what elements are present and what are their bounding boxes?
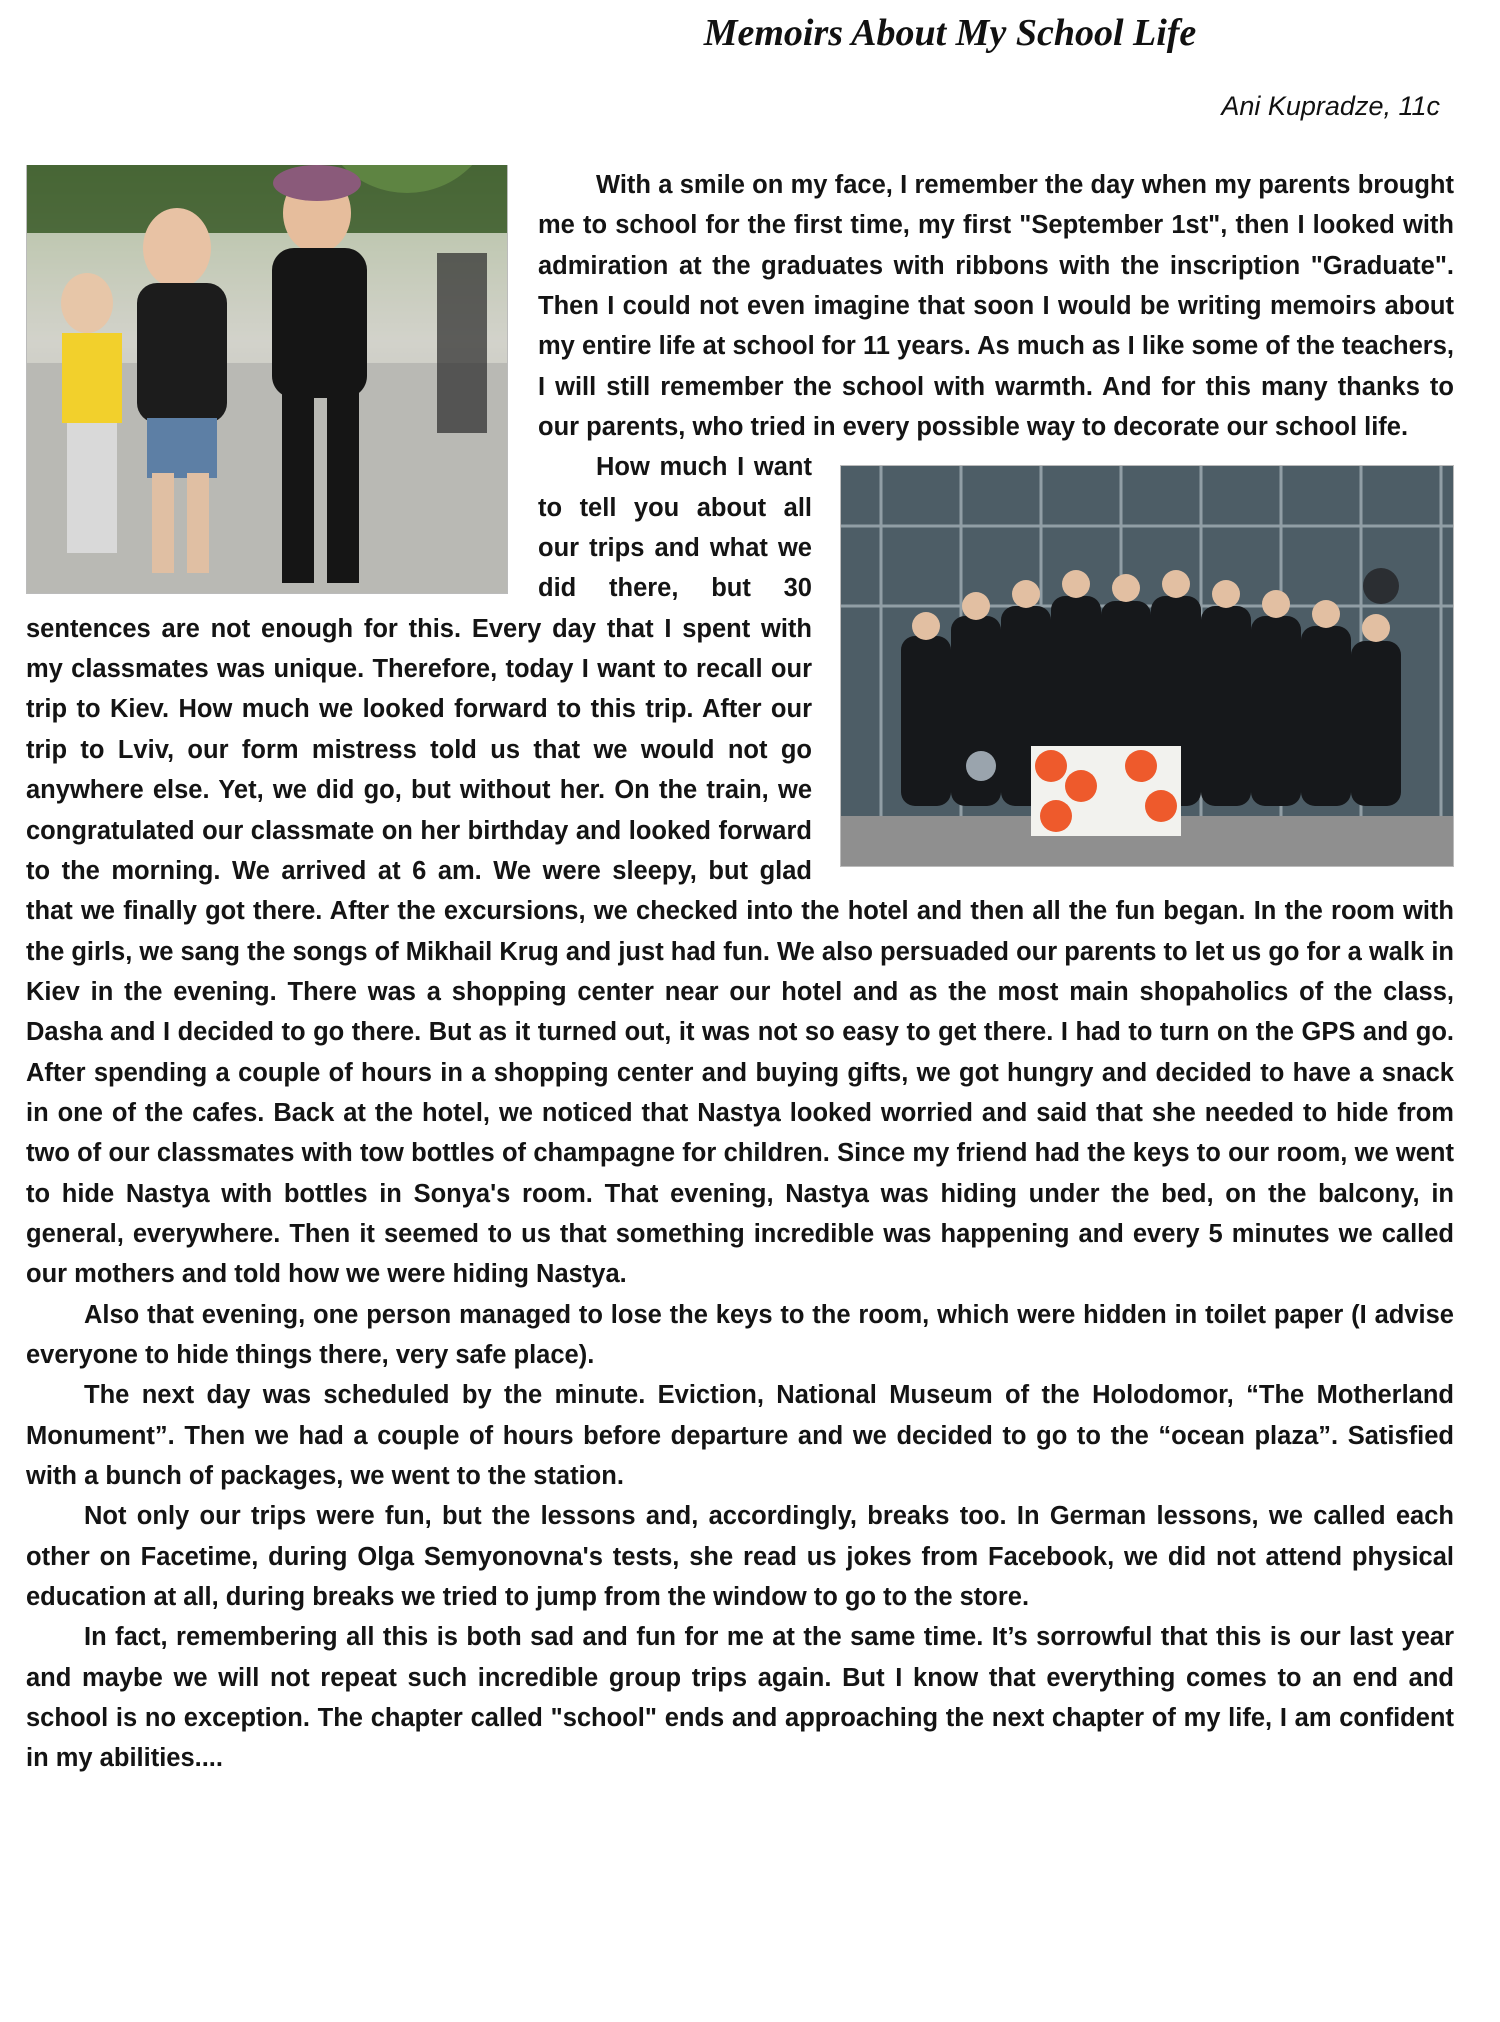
class-group-photo [840,465,1454,867]
paragraph-next-day: The next day was scheduled by the minute. Eviction, National Museum of the Holodomor, “The Motherland Monument”. Then we had a couple of hours before departure and we decided to go to the “ocean plaza”. Satisfied with a bunch of packages, we went to the station. [26,1381,1454,1490]
paragraph-lost-keys: Also that evening, one person managed to lose the keys to the room, which were hidden in toilet paper (I advise everyone to hide things there, very safe place). [26,1300,1454,1369]
article-author: Ani Kupradze, 11c [1221,91,1440,121]
article-title [540,8,1440,58]
girls-in-park-photo [26,165,508,594]
paragraph-intro: With a smile on my face, I remember the day when my parents brought me to school for the first time, my first "September 1st", then I looked with admiration at the graduates with ribbons with the inscription "Graduate". Then I could not even imagine that soon I would be writing memoirs about my entire life at school for 11 years. As much as I like some of the teachers, I will still remember the school with warmth. And for this many thanks to our parents, who tried in every possible way to decorate our school life. [538,171,1454,442]
paragraph-trips-text: How much I want to tell you about all our trips and what we did there, but 30 sentences are not enough for this. Every day that I spent with my classmates was unique. Therefore, today I want to recall our trip to Kiev. How much we looked forward to this trip. After our trip to Lviv, our form mistress told us that we would not go anywhere else. Yet, we did go, but without her. On the train, we congratulated our classmate on her birthday and looked forward to the morning. We arrived at 6 am. We were sleepy, but glad that we finally got there. After the excursions, we checked into the hotel and then all the fun began. In the room with the girls, we sang the songs of Mikhail Krug and just had fun. We also persuaded our parents to let us go for a walk in Kiev in the evening. There was a shopping center near our hotel and as the most main shopaholics of the class, Dasha and I decided to go there. But as it turned out, it was not so easy to get there. I had to turn on the GPS and go. After spending a couple of hours in a shopping center and buying gifts, we got hungry and decided to have a snack in one of the cafes. Back at the hotel, we noticed that Nastya looked worried and said that she needed to hide from two of our classmates with tow bottles of champagne for children. Since my friend had the keys to our room, we went to hide Nastya with bottles in Sonya's room. That evening, Nastya was hiding under the bed, on the balcony, in general, everywhere. Then it seemed to us that something incredible was happening and every 5 minutes we called our mothers and told how we were hiding Nastya. [26,453,1454,1289]
article-title-text: Memoirs About My School Life [703,12,1197,54]
paragraph-conclusion: In fact, remembering all this is both sad and fun for me at the same time. It’s sorrowful that this is our last year and maybe we will not repeat such incredible group trips again. But I know that everything comes to an end and school is no exception. The chapter called "school" ends and approaching the next chapter of my life, I am confident in my abilities.... [26,1623,1454,1773]
paragraph-lessons: Not only our trips were fun, but the lessons and, accordingly, breaks too. In German lessons, we called each other on Facetime, during Olga Semyonovna's tests, she read us jokes from Facebook, we did not attend physical education at all, during breaks we tried to jump from the window to go to the store. [26,1502,1454,1612]
girls-in-park-photo-illustration [27,165,507,593]
class-group-photo-illustration [841,466,1453,866]
article-body [26,165,1454,2015]
